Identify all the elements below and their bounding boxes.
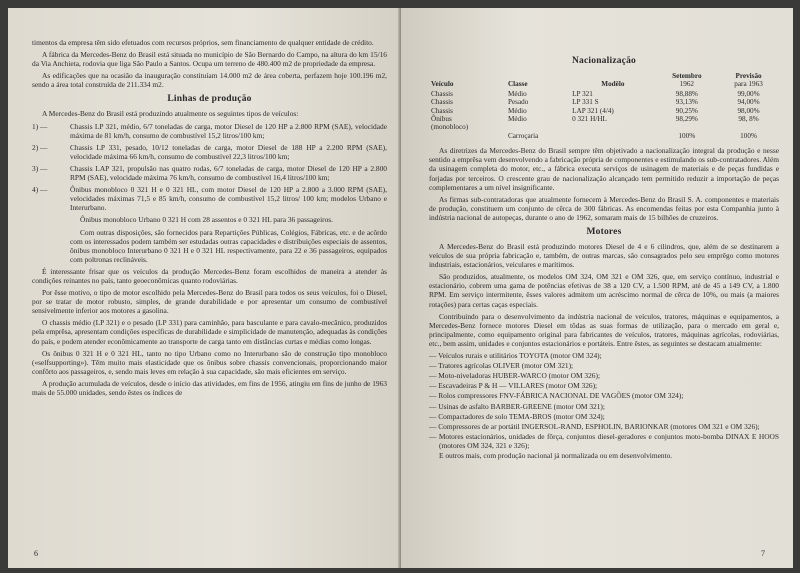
engine-customer-list bbox=[429, 351, 779, 450]
page-number: 7 bbox=[761, 549, 765, 558]
list-item: — Moto-niveladoras HUBER-WARCO (motor OM 326); bbox=[429, 371, 600, 381]
nationalization-table bbox=[429, 71, 779, 140]
list-item: — Compactadores de solo TEMA-BROS (motor OM 324); bbox=[429, 411, 605, 421]
closing-paragraph: Por êsse motivo, o tipo de motor escolhido pela Mercedes-Benz do Brasil para todos os seus veículos, foi o Diesel, por se tratar de motor robusto, simples, de grande durabilidade e por apresentar um consumo de combustível sensivelmente inferior aos motores a gasolina. bbox=[32, 288, 387, 316]
table-header-label: Setembro bbox=[672, 72, 702, 80]
table-header-year: 1962 bbox=[679, 80, 695, 89]
vehicle-item-number: 3) — bbox=[32, 163, 48, 173]
page-number: 6 bbox=[34, 549, 38, 558]
intro-paragraph: A fábrica da Mercedes-Benz do Brasil está situada no município de São Bernardo do Campo, na altura do km 15/16 da Via Anchieta, rodovia que liga São Paulo a Santos. Ocupa um terreno de 480.400 m2 de propriedade da empresa. bbox=[32, 50, 387, 69]
vehicle-item-number: 2) — bbox=[32, 142, 48, 152]
vehicle-item-number: 1) — bbox=[32, 121, 48, 131]
motors-paragraph: Contribuindo para o desenvolvimento da indústria nacional de veículos, tratores, máquinas e equipamentos, a Mercedes-Benz fornece motores Diesel em tôdas as suas formas de utilização, para o mercado em geral e, principalmente, como equipamento original para fabricantes de veículos, tratores, máquinas agrícolas, rodoviárias, etc., bem assim, unidades e conjuntos estacionários e portáteis. Entre êstes, as seguintes se destacam atualmente: bbox=[429, 311, 779, 348]
left-page-content bbox=[32, 38, 387, 400]
table-header bbox=[656, 71, 719, 90]
left-page bbox=[8, 8, 401, 568]
vehicle-item-text: Chassis LP 321, médio, 6/7 toneladas de carga, motor Diesel de 120 HP a 2.800 RPM (SAE), velocidade máxima de 81 km/h, consumo de combustível 15,2 litros/100 km; bbox=[70, 121, 387, 140]
list-item: — Tratores agrícolas OLIVER (motor OM 321); bbox=[429, 361, 574, 371]
table-cell-september: 98,88% 93,13% 90,25% 98,29% 100% bbox=[675, 89, 698, 140]
closing-paragraph: Os ônibus 0 321 H e 0 321 HL, tanto no tipo Urbano como no Interurbano são de construção tipo monobloco («selfsupporting»). Têm muito mais elasticidade que os ônibus sobre chassis convencionais, proporcionando maior confôrto aos passageiros, e, sendo mais leves em relação à sua capacidade, são mais eficientes em serviço. bbox=[32, 348, 387, 376]
section-heading-motors: Motores bbox=[586, 227, 622, 237]
vehicle-item-text: Ônibus monobloco 0 321 H e 0 321 HL, com motor Diesel de 120 HP a 2.800 a 3.000 RPM (SAE), velocidades máximas 71,5 e 85 km/h, consumo de combustível 15,2 litros/ 100 km; modelos Urbano e Interurbano. bbox=[70, 185, 387, 213]
right-page-content bbox=[429, 56, 779, 463]
vehicle-item bbox=[32, 122, 387, 140]
motors-closing: E outros mais, com produção nacional já normalizada ou em desenvolvimento. bbox=[439, 450, 673, 460]
table-header: Modêlo bbox=[601, 80, 625, 89]
nationalization-paragraph: As diretrizes da Mercedes-Benz do Brasil sempre têm objetivado a nacionalização integral da produção e nesse sentido a emprêsa vem desenvolvendo a fabricação própria de componentes e estimulando os sub-contratadores. Além da usinagem completa do motor, etc., a fábrica executa serviços de usinagem de materiais e de peças fundidas e forjadas por terceiros. O crescente grau de nacionalização alcançado tem permitido reduzir a importação de peças complementares a um nível insignificante. bbox=[429, 146, 779, 192]
intro-paragraph: As edificações que na ocasião da inauguração constituíam 14.000 m2 de área coberta, perfazem hoje 100.196 m2, sendo a área total construída de 211.334 m2. bbox=[32, 71, 387, 90]
list-item: — Escavadeiras P & H — VILLARES (motor OM 326); bbox=[429, 381, 598, 391]
list-item: — Compressores de ar portátil INGERSOL-RAND, ESPHOLIN, BARIONKAR (motores OM 321 e OM 326); bbox=[429, 421, 760, 431]
vehicle-item bbox=[32, 185, 387, 212]
closing-paragraph: O chassis médio (LP 321) e o pesado (LP 331) para caminhão, para basculante e para cavalo-mecânico, produzidos pela emprêsa, apresentam condições específicas de durabilidade e simplicidade de manutenção, adequadas às condições do país, e podem atender econômicamente ao transporte de carga tanto em distâncias curtas e médias como longas. bbox=[32, 318, 387, 346]
motors-paragraph: São produzidos, atualmente, os modelos OM 324, OM 321 e OM 326, que, em serviço contínuo, industrial e estacionário, cobrem uma gama de potências efetivas de 38 a 120 CV, a 1.500 RPM, até de 45 a 149 CV, a 1.800 RPM. Em serviço intermitente, êsses valores admitem um acréscimo normal de cêrca de 10%, ou mais (a maiores rotações) para certas caças especiais. bbox=[429, 272, 779, 309]
vehicle-item bbox=[32, 143, 387, 161]
vehicle-item bbox=[32, 164, 387, 182]
table-cell-vehicles: Chassis Chassis Chassis Ônibus (monobloco) bbox=[431, 89, 469, 132]
vehicle-item-text: Chassis LAP 321, propulsão nas quatro rodas, 6/7 toneladas de carga, motor Diesel de 120 HP a 2.800 RPM (SAE), velocidade máxima 76 km/h, consumo de combustível 16,4 litros/100 km; bbox=[70, 163, 387, 183]
right-page bbox=[401, 8, 793, 568]
list-item: — Motores estacionários, unidades de fôrça, conjuntos diesel-geradores e conjuntos moto-bomba DINAX E HOOS (motores OM 324, 321 e 326); bbox=[429, 431, 779, 450]
nationalization-paragraph: As firmas sub-contratadoras que atualmente fornecem à Mercedes-Benz do Brasil S. A. componentes e materiais de produção, constituem um conjunto de cêrca de 300 fábricas. As encomendas feitas por esta Companhia junto à indústria nacional de autopeças, durante o ano de 1962, somaram mais de 15 bilhões de cruzeiros. bbox=[429, 194, 779, 222]
table-cell-classes: Médio Pesado Médio Médio Carroçaria bbox=[507, 89, 539, 140]
table-row bbox=[429, 90, 779, 140]
table-cell-models: LP 321 LP 331 S LAP 321 (4/4) 0 321 H/HL bbox=[572, 89, 614, 124]
table-header: Veículo bbox=[431, 80, 454, 89]
bus-note: Com outras disposições, são fornecidos para Repartições Públicas, Colégios, Fábricas, etc. e de acôrdo com os interessados podem também ser estudadas outras capacidades e distribuições especiais de assentos, ônibus monobloco Interurbano 0 321 H e 0 321 HL respectivamente, para 22 e 36 passageiros, equipados com poltronas reclináveis. bbox=[70, 227, 387, 264]
bus-note: Ônibus monobloco Urbano 0 321 H com 28 assentos e 0 321 HL para 36 passageiros. bbox=[80, 215, 334, 225]
list-item: — Rolos compressores FNV-FÁBRICA NACIONAL DE VAGÕES (motor OM 324); bbox=[429, 391, 684, 401]
table-header-row bbox=[429, 71, 779, 90]
list-item: — Veículos rurais e utilitários TOYOTA (motor OM 324); bbox=[429, 351, 602, 361]
table-header: Classe bbox=[507, 80, 528, 89]
table-cell-forecast: 99,00% 94,00% 98,00% 98, 8% 100% bbox=[737, 89, 760, 140]
vehicle-item-text: Chassis LP 331, pesado, 10/12 toneladas de carga, motor Diesel de 188 HP a 2.200 RPM (SAE), velocidade máxima 66 km/h, consumo de combustível 22,3 litros/100 km; bbox=[70, 142, 387, 161]
intro-paragraph: timentos da empresa têm sido efetuados com recursos próprios, sem financiamento de qualquer entidade de crédito. bbox=[32, 38, 374, 47]
table-title: Nacionalização bbox=[571, 56, 636, 66]
table-header bbox=[718, 71, 779, 90]
closing-paragraph: A produção acumulada de veículos, desde o início das atividades, em fins de 1956, atingiu em fins de junho de 1963 mais de 55.000 unidades, sendo êstes os índices de bbox=[32, 378, 387, 397]
motors-paragraph: A Mercedes-Benz do Brasil está produzindo motores Diesel de 4 e 6 cilindros, que, além de se destinarem a veículos de sua própria fabricação e, também, de outras marcas, são consagrados pelo seu emprêgo como motores industriais, estacionários, veiculares e marítimos. bbox=[429, 242, 779, 270]
vehicle-item-number: 4) — bbox=[32, 185, 48, 195]
vehicle-list bbox=[32, 122, 387, 213]
list-item: — Usinas de asfalto BARBER-GREENE (motor OM 321); bbox=[429, 401, 605, 411]
table-header-label: Previsão bbox=[735, 72, 762, 80]
section-heading-production: Linhas de produção bbox=[167, 94, 252, 105]
table-header-year: para 1963 bbox=[734, 80, 763, 89]
production-lead: A Mercedes-Benz do Brasil está produzindo atualmente os seguintes tipos de veículos: bbox=[42, 109, 299, 119]
closing-paragraph: É interessante frisar que os veículos da produção Mercedes-Benz foram escolhidos de maneira a atender às condições reinantes no país, tanto geoeconômicas quanto rodoviárias. bbox=[32, 266, 387, 285]
